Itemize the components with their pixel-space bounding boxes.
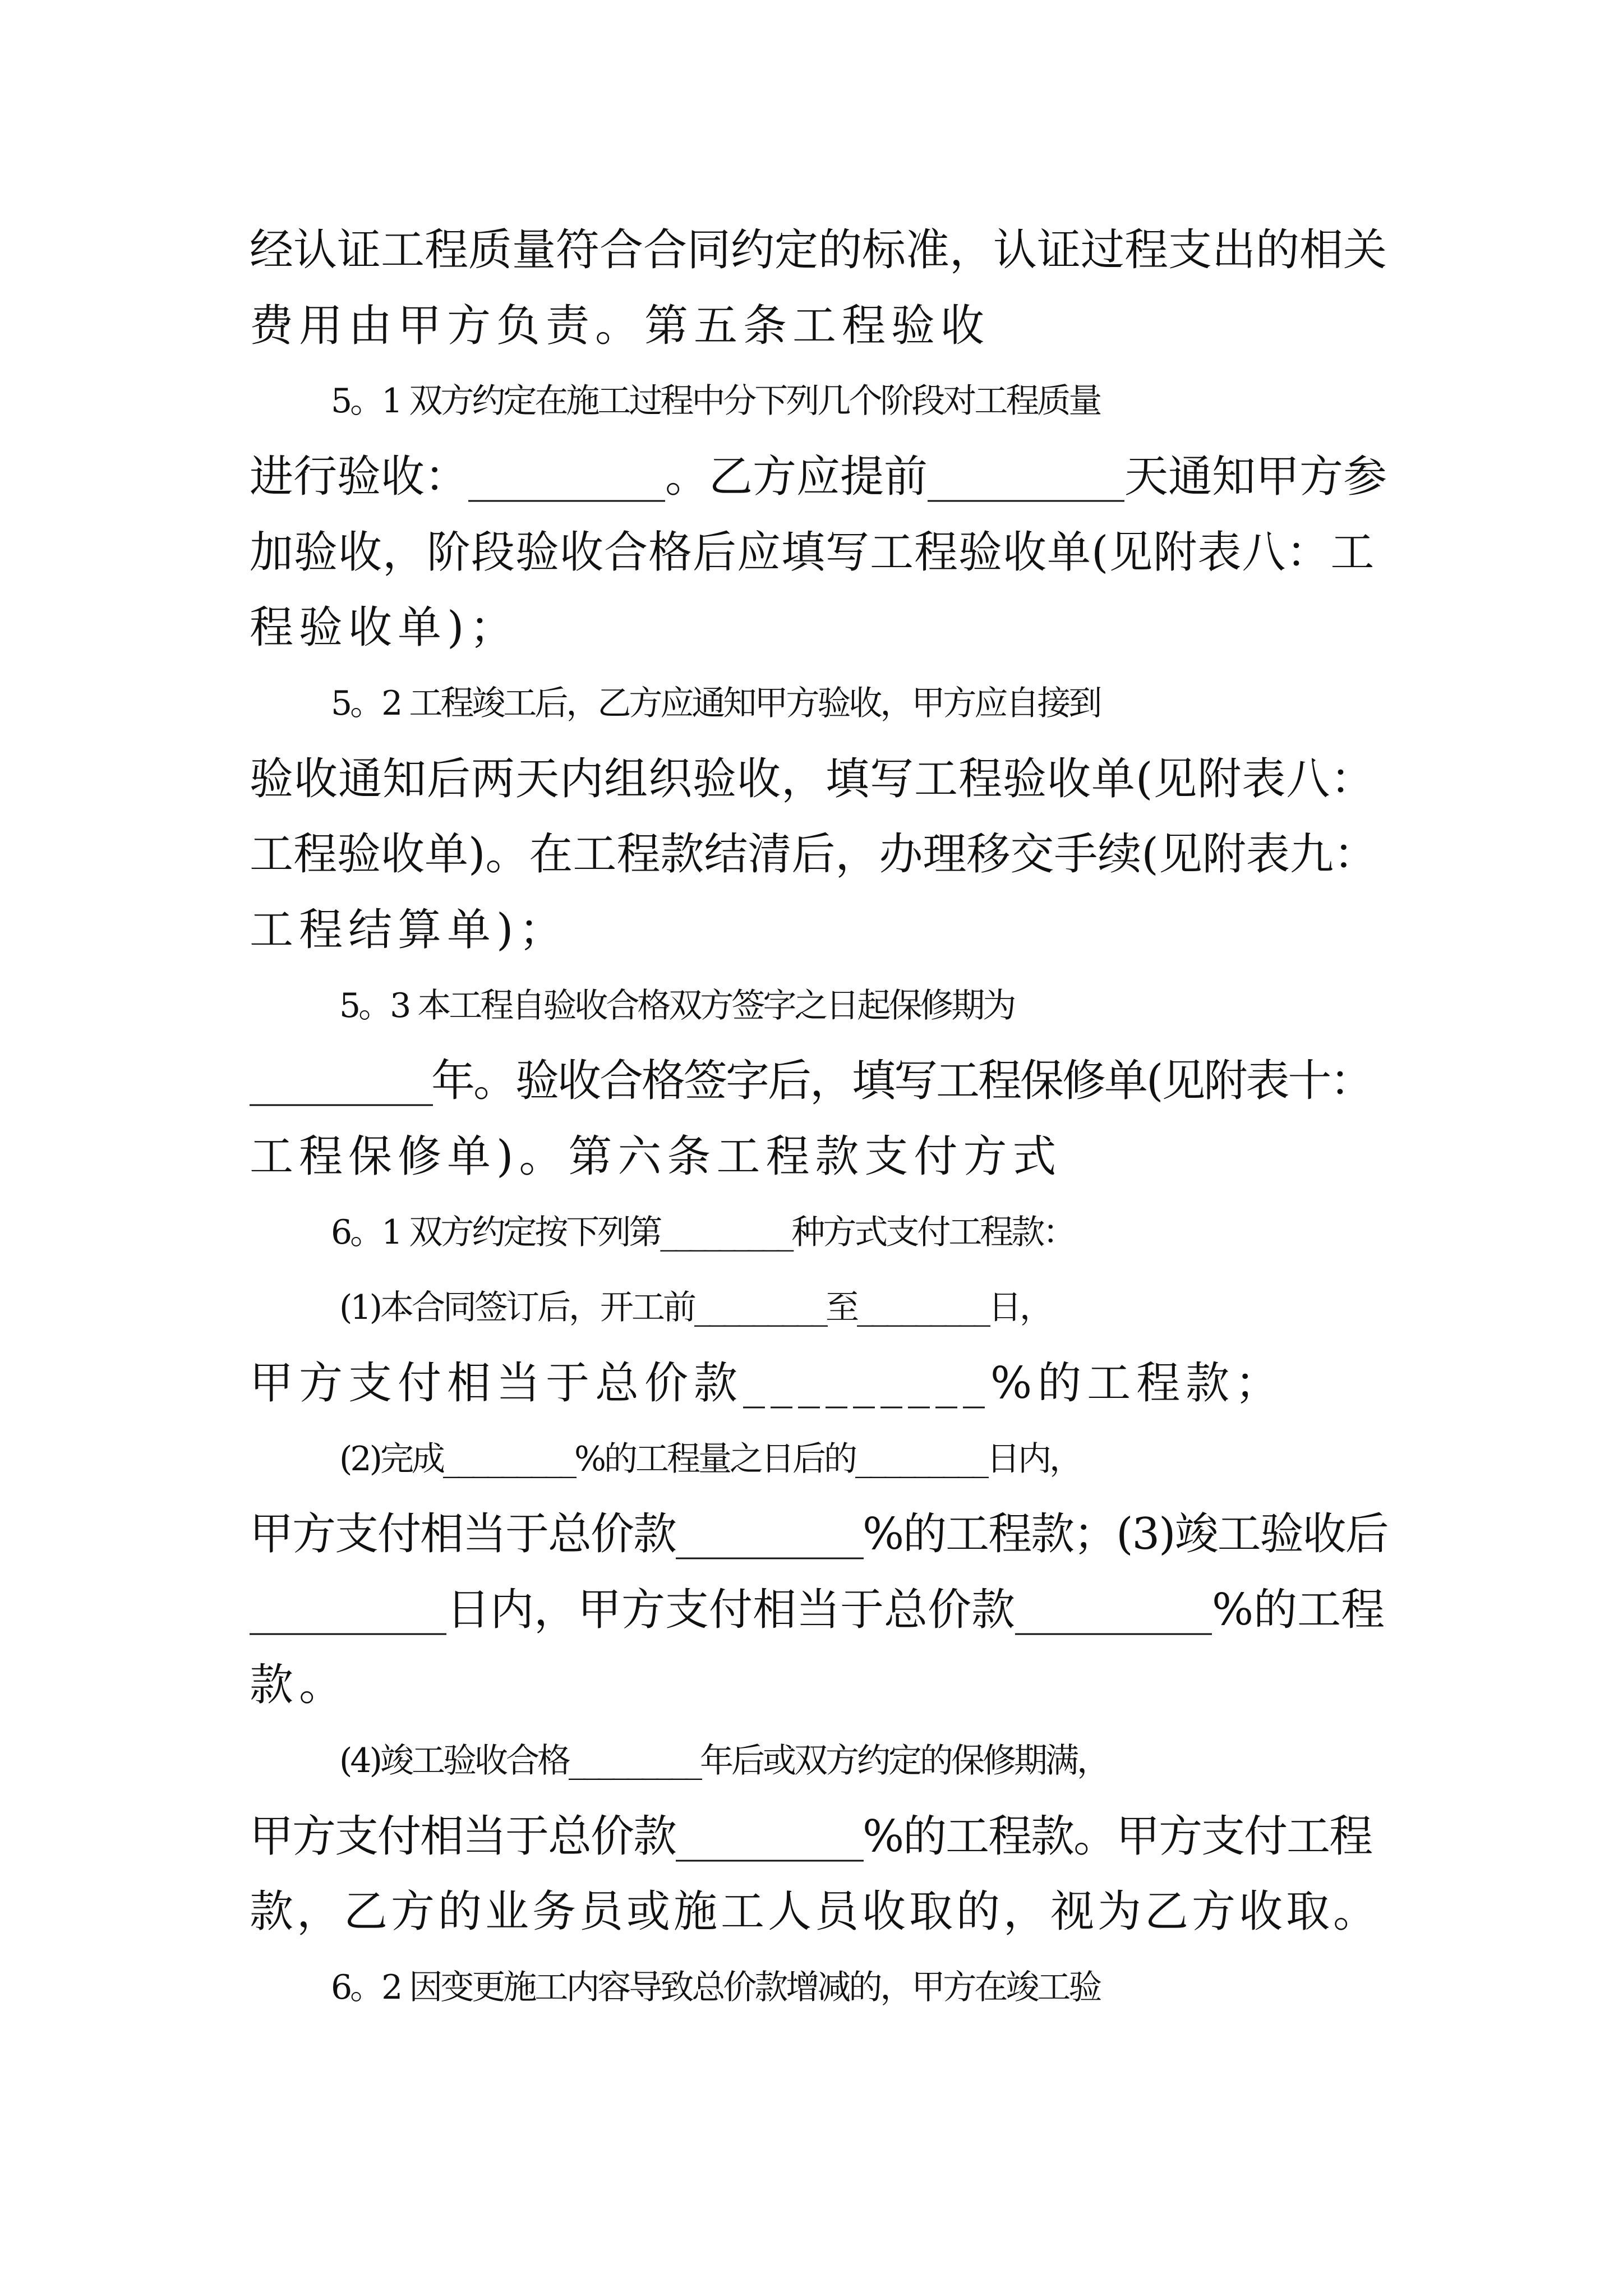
text-line: 工程结算单)； <box>250 905 569 955</box>
text-line: 加验收，阶段验收合格后应填写工程验收单(见附表八：工 <box>250 527 1375 578</box>
text-line: _________年。验收合格签字后，填写工程保修单(见附表十： <box>250 1056 1372 1106</box>
text-line: 工程验收单)。在工程款结清后，办理移交手续(见附表九： <box>250 829 1377 880</box>
text-line: 验收通知后两天内组织验收，填写工程验收单(见附表八： <box>250 754 1375 804</box>
text-line: 5。2 工程竣工后，乙方应通知甲方验收，甲方应自接到 <box>331 684 1100 723</box>
text-line: (2)完成_________%的工程量之日后的_________日内， <box>339 1439 1081 1479</box>
text-line: (1)本合同签订后，开工前_________至_________日， <box>339 1288 1051 1327</box>
text-line: 程验收单)； <box>250 602 519 653</box>
text-line: 5。3 本工程自验收合格双方签字之日起保修期为 <box>339 986 1015 1025</box>
text-line: 5。1 双方约定在施工过程中分下列几个阶段对工程质量 <box>331 381 1100 421</box>
text-line: 款，乙方的业务员或施工人员收取的，视为乙方收取。 <box>250 1887 1381 1937</box>
text-line: 进行验收：_________。乙方应提前_________天通知甲方参 <box>250 452 1387 502</box>
text-line: 费用由甲方负责。第五条工程验收 <box>250 301 990 351</box>
text-line: 甲方支付相当于总价款_________%的工程款； <box>250 1358 1285 1409</box>
text-line: 款。 <box>250 1660 349 1710</box>
text-line: 甲方支付相当于总价款_________%的工程款；(3)竣工验收后 <box>250 1509 1388 1559</box>
text-line: 6。2 因变更施工内容导致总价款增减的，甲方在竣工验 <box>331 1968 1100 2007</box>
text-line: _________日内，甲方支付相当于总价款_________%的工程 <box>250 1585 1385 1635</box>
text-line: 甲方支付相当于总价款_________%的工程款。甲方支付工程 <box>250 1811 1372 1862</box>
text-line: 经认证工程质量符合合同约定的标准，认证过程支出的相关 <box>250 225 1387 275</box>
text-line: 6。1 双方约定按下列第_________种方式支付工程款： <box>331 1213 1075 1252</box>
text-line: 工程保修单)。第六条工程款支付方式 <box>250 1131 1062 1182</box>
text-line: (4)竣工验收合格_________年后或双方约定的保修期满， <box>339 1741 1108 1780</box>
